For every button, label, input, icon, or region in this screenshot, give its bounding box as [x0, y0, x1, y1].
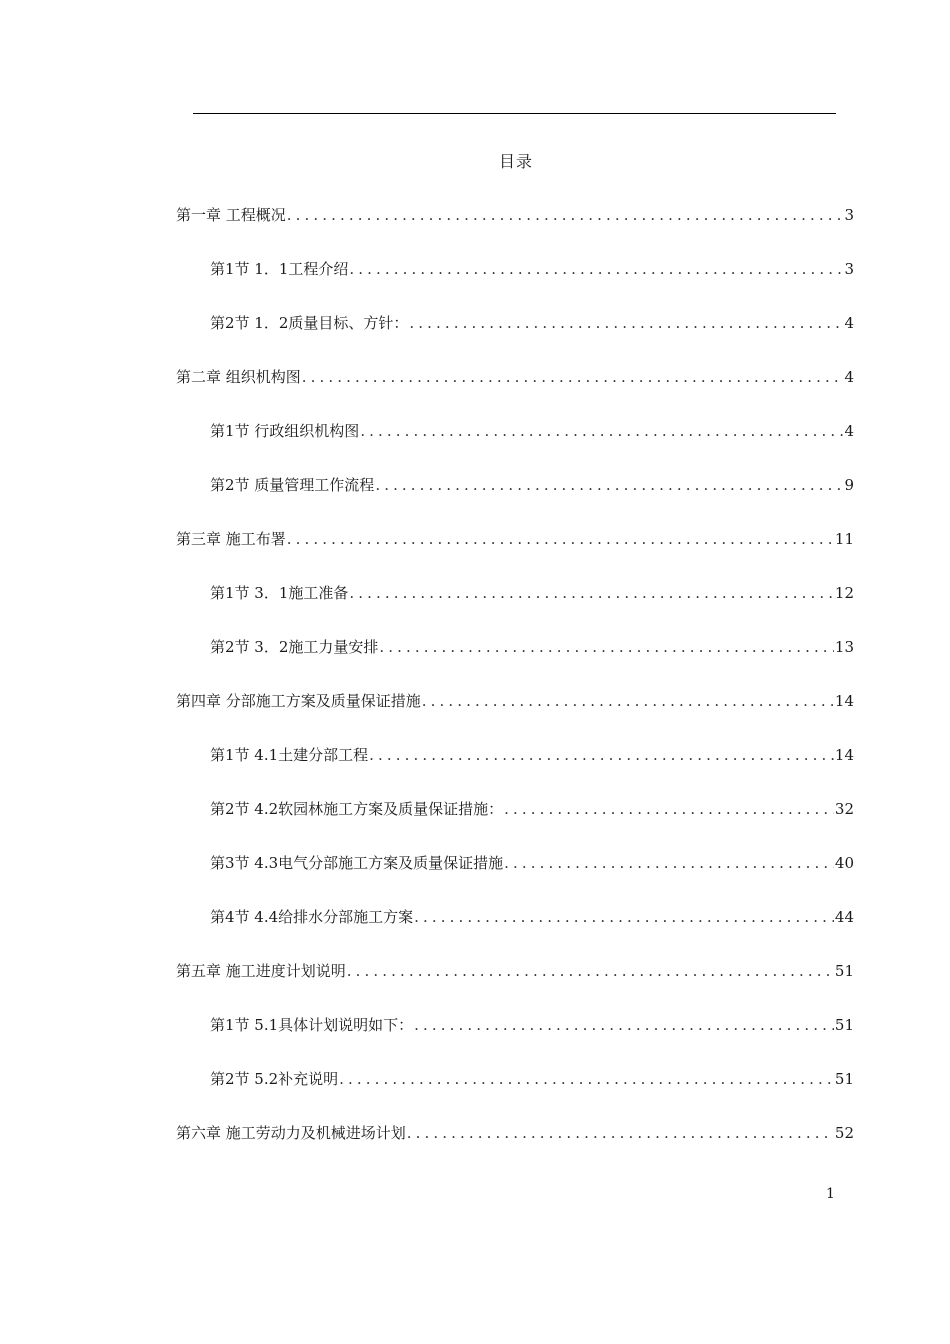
toc-entry-label: 第1节 1．1工程介绍	[210, 260, 349, 278]
toc-entry-page: 4	[844, 422, 854, 440]
toc-entry-section-4-1[interactable]	[210, 745, 854, 765]
toc-entry-page: 3	[844, 260, 854, 278]
toc-entry-label: 第六章 施工劳动力及机械进场计划	[176, 1124, 406, 1142]
toc-entry-page: 11	[834, 530, 854, 548]
toc-entry-chapter-2[interactable]	[176, 367, 854, 387]
toc-dot-leader	[422, 691, 834, 711]
toc-entry-page: 51	[834, 962, 854, 980]
toc-dot-leader	[360, 421, 843, 441]
toc-entry-page: 32	[834, 800, 854, 818]
toc-entry-label: 第3节 4.3电气分部施工方案及质量保证措施	[210, 854, 504, 872]
toc-entry-page: 9	[844, 476, 854, 494]
toc-entry-label: 第二章 组织机构图	[176, 368, 301, 386]
toc-entry-page: 3	[844, 206, 854, 224]
toc-entry-page: 13	[834, 638, 854, 656]
toc-entry-chapter-3[interactable]	[176, 529, 854, 549]
toc-dot-leader	[504, 799, 834, 819]
toc-dot-leader	[504, 853, 834, 873]
toc-entry-page: 14	[834, 692, 854, 710]
toc-entry-page: 4	[844, 368, 854, 386]
toc-dot-leader	[347, 961, 834, 981]
page-number: 1	[826, 1186, 835, 1202]
toc-dot-leader	[349, 259, 843, 279]
toc-entry-section-4-3[interactable]	[210, 853, 854, 873]
toc-dot-leader	[369, 745, 834, 765]
toc-entry-chapter-1[interactable]	[176, 205, 854, 225]
toc-entry-label: 第1节 5.1具体计划说明如下：	[210, 1016, 414, 1034]
toc-dot-leader	[339, 1069, 834, 1089]
toc-dot-leader	[414, 1015, 834, 1035]
toc-dot-leader	[414, 907, 834, 927]
toc-dot-leader	[287, 205, 844, 225]
toc-entry-page: 51	[834, 1070, 854, 1088]
header-rule	[193, 113, 836, 114]
toc-dot-leader	[407, 1123, 834, 1143]
toc-entry-label: 第三章 施工布署	[176, 530, 286, 548]
toc-entry-label: 第2节 3．2施工力量安排	[210, 638, 379, 656]
toc-dot-leader	[349, 583, 834, 603]
toc-dot-leader	[375, 475, 843, 495]
toc-entry-section-1-2[interactable]	[210, 313, 854, 333]
toc-entry-label: 第五章 施工进度计划说明	[176, 962, 346, 980]
toc-entry-section-5-2[interactable]	[210, 1069, 854, 1089]
toc-entry-page: 44	[834, 908, 854, 926]
toc-entry-page: 12	[834, 584, 854, 602]
toc-title: 目录	[498, 152, 533, 171]
toc-entry-section-4-2[interactable]	[210, 799, 854, 819]
toc-entry-section-3-2[interactable]	[210, 637, 854, 657]
toc-entry-label: 第一章 工程概况	[176, 206, 286, 224]
toc-entry-page: 51	[834, 1016, 854, 1034]
toc-entry-page: 14	[834, 746, 854, 764]
toc-entry-chapter-5[interactable]	[176, 961, 854, 981]
toc-dot-leader	[409, 313, 843, 333]
toc-entry-label: 第1节 行政组织机构图	[210, 422, 360, 440]
toc-entry-section-2-1[interactable]	[210, 421, 854, 441]
toc-entry-label: 第2节 1．2质量目标、方针：	[210, 314, 409, 332]
toc-entry-label: 第2节 质量管理工作流程	[210, 476, 375, 494]
toc-entry-section-3-1[interactable]	[210, 583, 854, 603]
toc-entry-page: 52	[834, 1124, 854, 1142]
toc-entry-label: 第1节 4.1土建分部工程	[210, 746, 369, 764]
toc-entry-page: 4	[844, 314, 854, 332]
toc-entry-label: 第四章 分部施工方案及质量保证措施	[176, 692, 421, 710]
toc-entry-section-5-1[interactable]	[210, 1015, 854, 1035]
toc-entry-label: 第2节 4.2软园林施工方案及质量保证措施：	[210, 800, 504, 818]
toc-entry-chapter-6[interactable]	[176, 1123, 854, 1143]
toc-dot-leader	[287, 529, 834, 549]
toc-entry-chapter-4[interactable]	[176, 691, 854, 711]
toc-dot-leader	[302, 367, 844, 387]
toc-entry-label: 第2节 5.2补充说明	[210, 1070, 339, 1088]
toc-entry-page: 40	[834, 854, 854, 872]
toc-entry-label: 第1节 3．1施工准备	[210, 584, 349, 602]
toc-entry-section-2-2[interactable]	[210, 475, 854, 495]
toc-entry-section-4-4[interactable]	[210, 907, 854, 927]
toc-dot-leader	[379, 637, 834, 657]
toc-entry-label: 第4节 4.4给排水分部施工方案	[210, 908, 414, 926]
toc-entry-section-1-1[interactable]	[210, 259, 854, 279]
